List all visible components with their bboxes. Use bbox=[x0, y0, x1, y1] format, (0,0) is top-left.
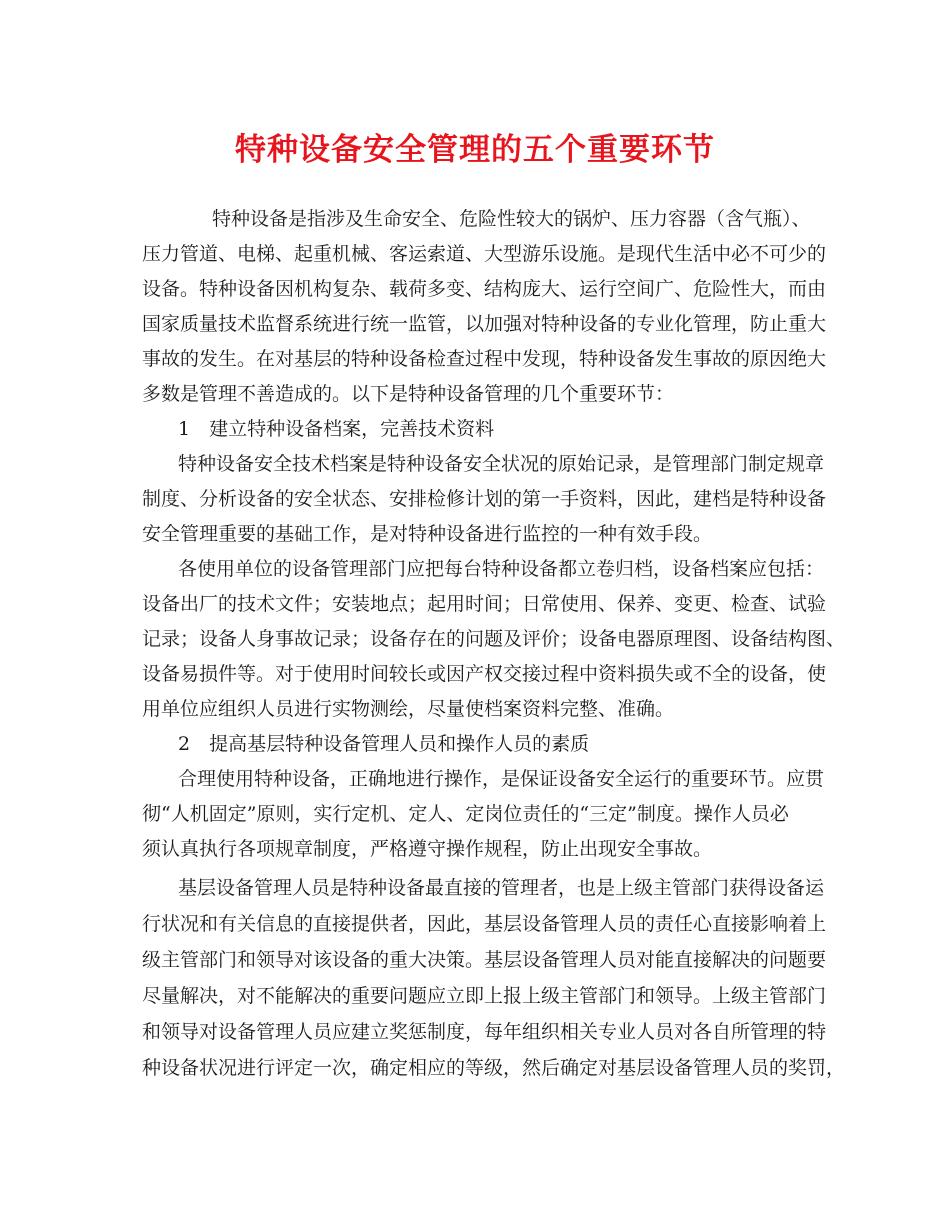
section-heading: 2 提高基层特种设备管理人员和操作人员的素质 bbox=[178, 733, 590, 755]
paragraph-line: 压力管道、电梯、起重机械、客运索道、大型游乐设施。是现代生活中必不可少的 bbox=[142, 243, 827, 265]
paragraph-line: 须认真执行各项规章制度，严格遵守操作规程，防止出现安全事故。 bbox=[142, 838, 713, 860]
paragraph-line: 多数是管理不善造成的。以下是特种设备管理的几个重要环节： bbox=[142, 383, 675, 405]
paragraph-line: 合理使用特种设备，正确地进行操作，是保证设备安全运行的重要环节。应贯 bbox=[178, 768, 825, 790]
paragraph-line: 事故的发生。在对基层的特种设备检查过程中发现，特种设备发生事故的原因绝大 bbox=[142, 348, 827, 370]
paragraph-line: 各使用单位的设备管理部门应把每台特种设备都立卷归档，设备档案应包括： bbox=[178, 558, 825, 580]
paragraph-line: 用单位应组织人员进行实物测绘，尽量使档案资料完整、准确。 bbox=[142, 698, 675, 720]
paragraph-line: 设备。特种设备因机构复杂、载荷多变、结构庞大、运行空间广、危险性大，而由 bbox=[142, 278, 827, 300]
paragraph-line: 特种设备是指涉及生命安全、危险性较大的锅炉、压力容器（含气瓶）、 bbox=[212, 208, 811, 230]
section-heading: 1 建立特种设备档案，完善技术资料 bbox=[178, 418, 495, 440]
paragraph-line: 尽量解决，对不能解决的重要问题应立即上报上级主管部门和领导。上级主管部门 bbox=[142, 985, 827, 1007]
paragraph-line: 行状况和有关信息的直接提供者，因此，基层设备管理人员的责任心直接影响着上 bbox=[142, 913, 827, 935]
paragraph-line: 和领导对设备管理人员应建立奖惩制度，每年组织相关专业人员对各自所管理的特 bbox=[142, 1021, 827, 1043]
paragraph-line: 安全管理重要的基础工作，是对特种设备进行监控的一种有效手段。 bbox=[142, 523, 713, 545]
paragraph-line: 特种设备安全技术档案是特种设备安全状况的原始记录，是管理部门制定规章 bbox=[178, 453, 825, 475]
paragraph-line: 基层设备管理人员是特种设备最直接的管理者，也是上级主管部门获得设备运 bbox=[178, 877, 825, 899]
document-title: 特种设备安全管理的五个重要环节 bbox=[235, 132, 715, 168]
paragraph-line: 种设备状况进行评定一次，确定相应的等级，然后确定对基层设备管理人员的奖罚， bbox=[142, 1057, 846, 1079]
paragraph-line: 彻“人机固定”原则，实行定机、定人、定岗位责任的“三定”制度。操作人员必 bbox=[142, 803, 789, 825]
paragraph-line: 设备易损件等。对于使用时间较长或因产权交接过程中资料损失或不全的设备，使 bbox=[142, 663, 827, 685]
paragraph-line: 设备出厂的技术文件；安装地点；起用时间；日常使用、保养、变更、检查、试验 bbox=[142, 593, 827, 615]
paragraph-line: 制度、分析设备的安全状态、安排检修计划的第一手资料，因此，建档是特种设备 bbox=[142, 488, 827, 510]
paragraph-line: 记录；设备人身事故记录；设备存在的问题及评价；设备电器原理图、设备结构图、 bbox=[142, 628, 846, 650]
paragraph-line: 级主管部门和领导对该设备的重大决策。基层设备管理人员对能直接解决的问题要 bbox=[142, 949, 827, 971]
paragraph-line: 国家质量技术监督系统进行统一监管，以加强对特种设备的专业化管理，防止重大 bbox=[142, 313, 827, 335]
